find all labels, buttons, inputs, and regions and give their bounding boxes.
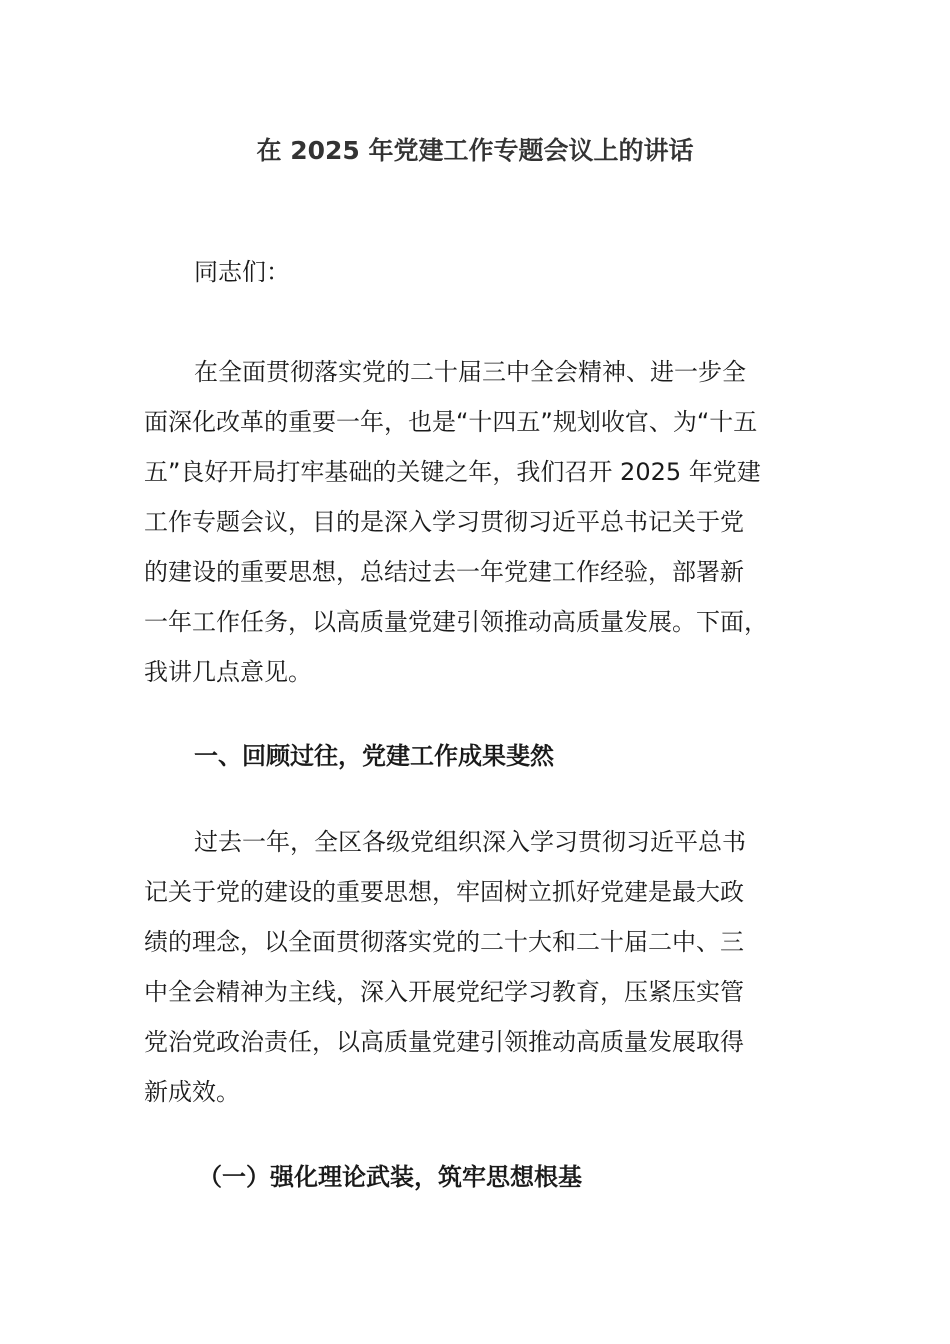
intro-line: 一年工作任务，以高质量党建引领推动高质量发展。下面， [144, 608, 768, 636]
subsection-heading: （一）强化理论武装，筑牢思想根基 [198, 1163, 582, 1191]
greeting: 同志们： [194, 258, 290, 286]
section1-line: 记关于党的建设的重要思想，牢固树立抓好党建是最大政 [144, 878, 744, 906]
intro-line: 的建设的重要思想，总结过去一年党建工作经验，部署新 [144, 558, 744, 586]
section1-paragraph [144, 817, 804, 1117]
intro-line: 面深化改革的重要一年，也是“十四五”规划收官、为“十五 [144, 408, 758, 436]
intro-line: 工作专题会议，目的是深入学习贯彻习近平总书记关于党 [144, 508, 744, 536]
section-heading: 一、回顾过往，党建工作成果斐然 [194, 742, 554, 770]
document-title: 在 2025 年党建工作专题会议上的讲话 [256, 136, 694, 165]
intro-line: 五”良好开局打牢基础的关键之年，我们召开 2025 年党建 [144, 458, 761, 486]
section1-line: 党治党政治责任，以高质量党建引领推动高质量发展取得 [144, 1028, 744, 1056]
intro-line: 在全面贯彻落实党的二十届三中全会精神、进一步全 [194, 358, 746, 386]
section1-line: 绩的理念，以全面贯彻落实党的二十大和二十届二中、三 [144, 928, 744, 956]
section1-line: 过去一年，全区各级党组织深入学习贯彻习近平总书 [194, 828, 746, 856]
section1-line: 新成效。 [144, 1078, 240, 1106]
section1-line: 中全会精神为主线，深入开展党纪学习教育，压紧压实管 [144, 978, 744, 1006]
intro-line: 我讲几点意见。 [144, 658, 312, 686]
intro-paragraph [144, 347, 804, 697]
